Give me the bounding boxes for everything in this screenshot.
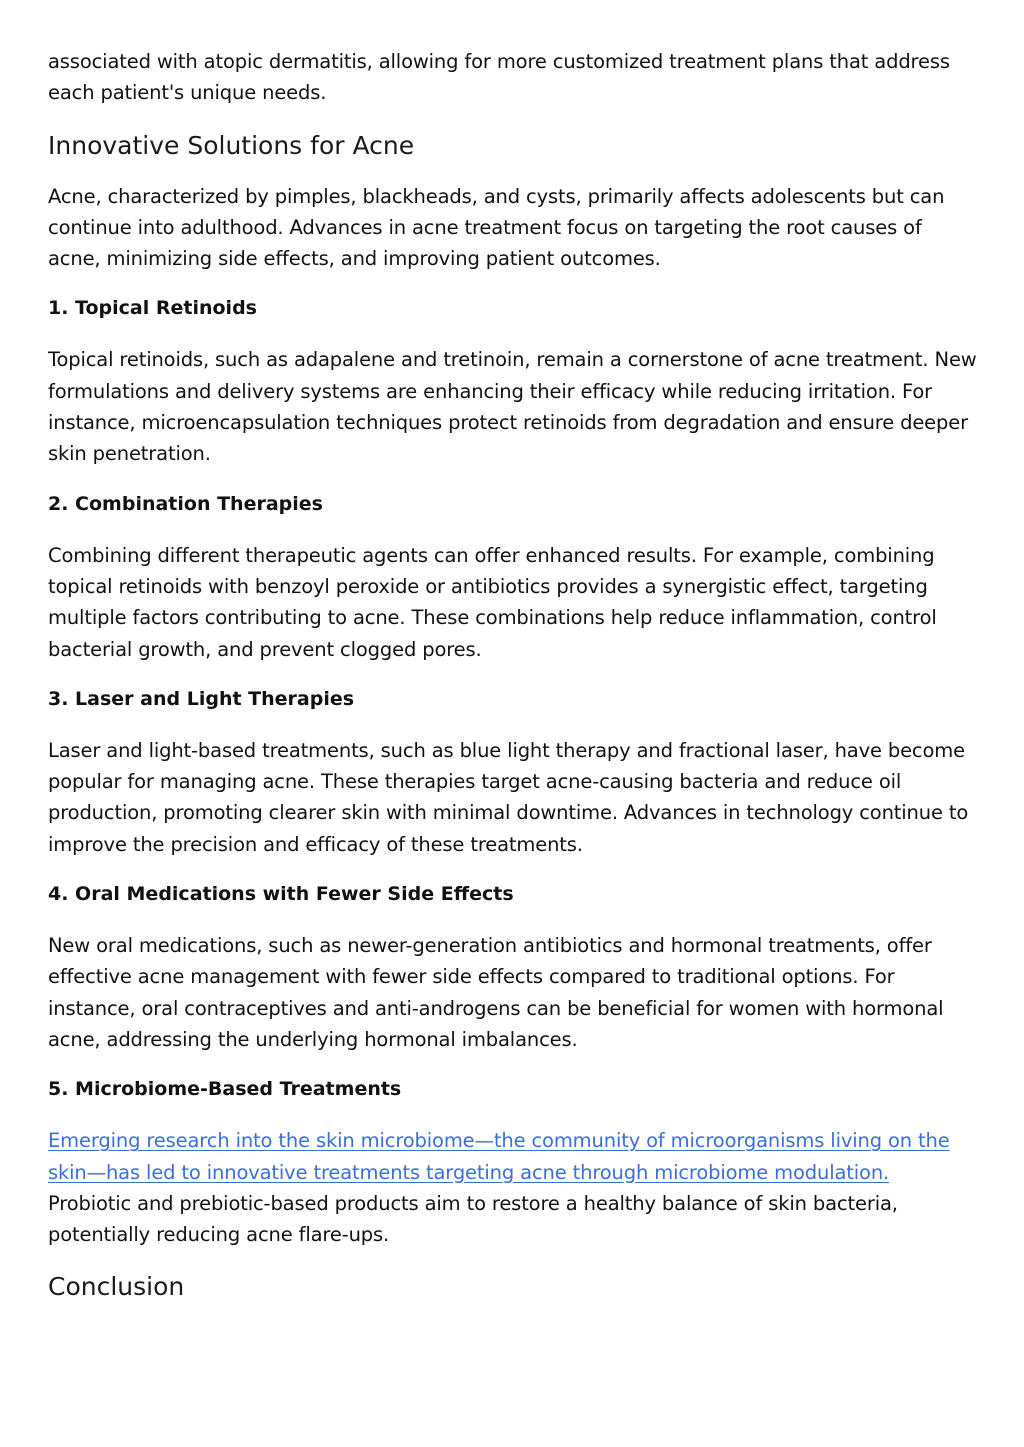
subheading-topical-retinoids: 1. Topical Retinoids <box>48 297 257 320</box>
microbiome-treatments-paragraph <box>48 1125 978 1250</box>
document-page <box>48 46 978 1304</box>
section-heading-acne: Innovative Solutions for Acne <box>48 130 415 160</box>
combination-therapies-paragraph: Combining different therapeutic agents can offer enhanced results. For example, combining topical retinoids with benzoyl peroxide or antibiotics provides a synergistic effect, targeting multiple factors contributing to acne. These combinations help reduce inflammation, control bacterial growth, and prevent clogged pores. <box>48 543 937 661</box>
oral-medications-paragraph: New oral medications, such as newer-generation antibiotics and hormonal treatments, offer effective acne management with fewer side effects compared to traditional options. For instance, oral contraceptives and anti-androgens can be beneficial for women with hormonal acne, addressing the underlying hormonal imbalances. <box>48 934 944 1051</box>
subheading-microbiome-treatments: 5. Microbiome-Based Treatments <box>48 1078 402 1101</box>
microbiome-research-link[interactable]: Emerging research into the skin microbiome—the community of microorganisms living on the skin—has led to innovative treatments targeting acne through microbiome modulation. <box>48 1129 950 1184</box>
microbiome-treatments-text: Probiotic and prebiotic-based products aim to restore a healthy balance of skin bacteria, potentially reducing acne flare-ups. <box>48 1191 898 1247</box>
section-heading-conclusion: Conclusion <box>48 1272 185 1302</box>
laser-light-therapies-paragraph: Laser and light-based treatments, such as blue light therapy and fractional laser, have become popular for managing acne. These therapies target acne-causing bacteria and reduce oil production, promoting clearer skin with minimal downtime. Advances in technology continue to improve the precision and efficacy of these treatments. <box>48 738 969 856</box>
subheading-combination-therapies: 2. Combination Therapies <box>48 492 323 515</box>
intro-continuation-paragraph: associated with atopic dermatitis, allowing for more customized treatment plans that address each patient's unique needs. <box>48 50 950 105</box>
subheading-laser-light-therapies: 3. Laser and Light Therapies <box>48 687 355 710</box>
topical-retinoids-paragraph: Topical retinoids, such as adapalene and tretinoin, remain a cornerstone of acne treatment. New formulations and delivery systems are enhancing their efficacy while reducing irritation. For instance, microencapsulation techniques protect retinoids from degradation and ensure deeper skin penetration. <box>48 348 977 466</box>
acne-intro-paragraph: Acne, characterized by pimples, blackheads, and cysts, primarily affects adolescents but can continue into adulthood. Advances in acne treatment focus on targeting the root causes of acne, minimizing side effects, and improving patient outcomes. <box>48 184 945 271</box>
subheading-oral-medications: 4. Oral Medications with Fewer Side Effects <box>48 883 514 906</box>
